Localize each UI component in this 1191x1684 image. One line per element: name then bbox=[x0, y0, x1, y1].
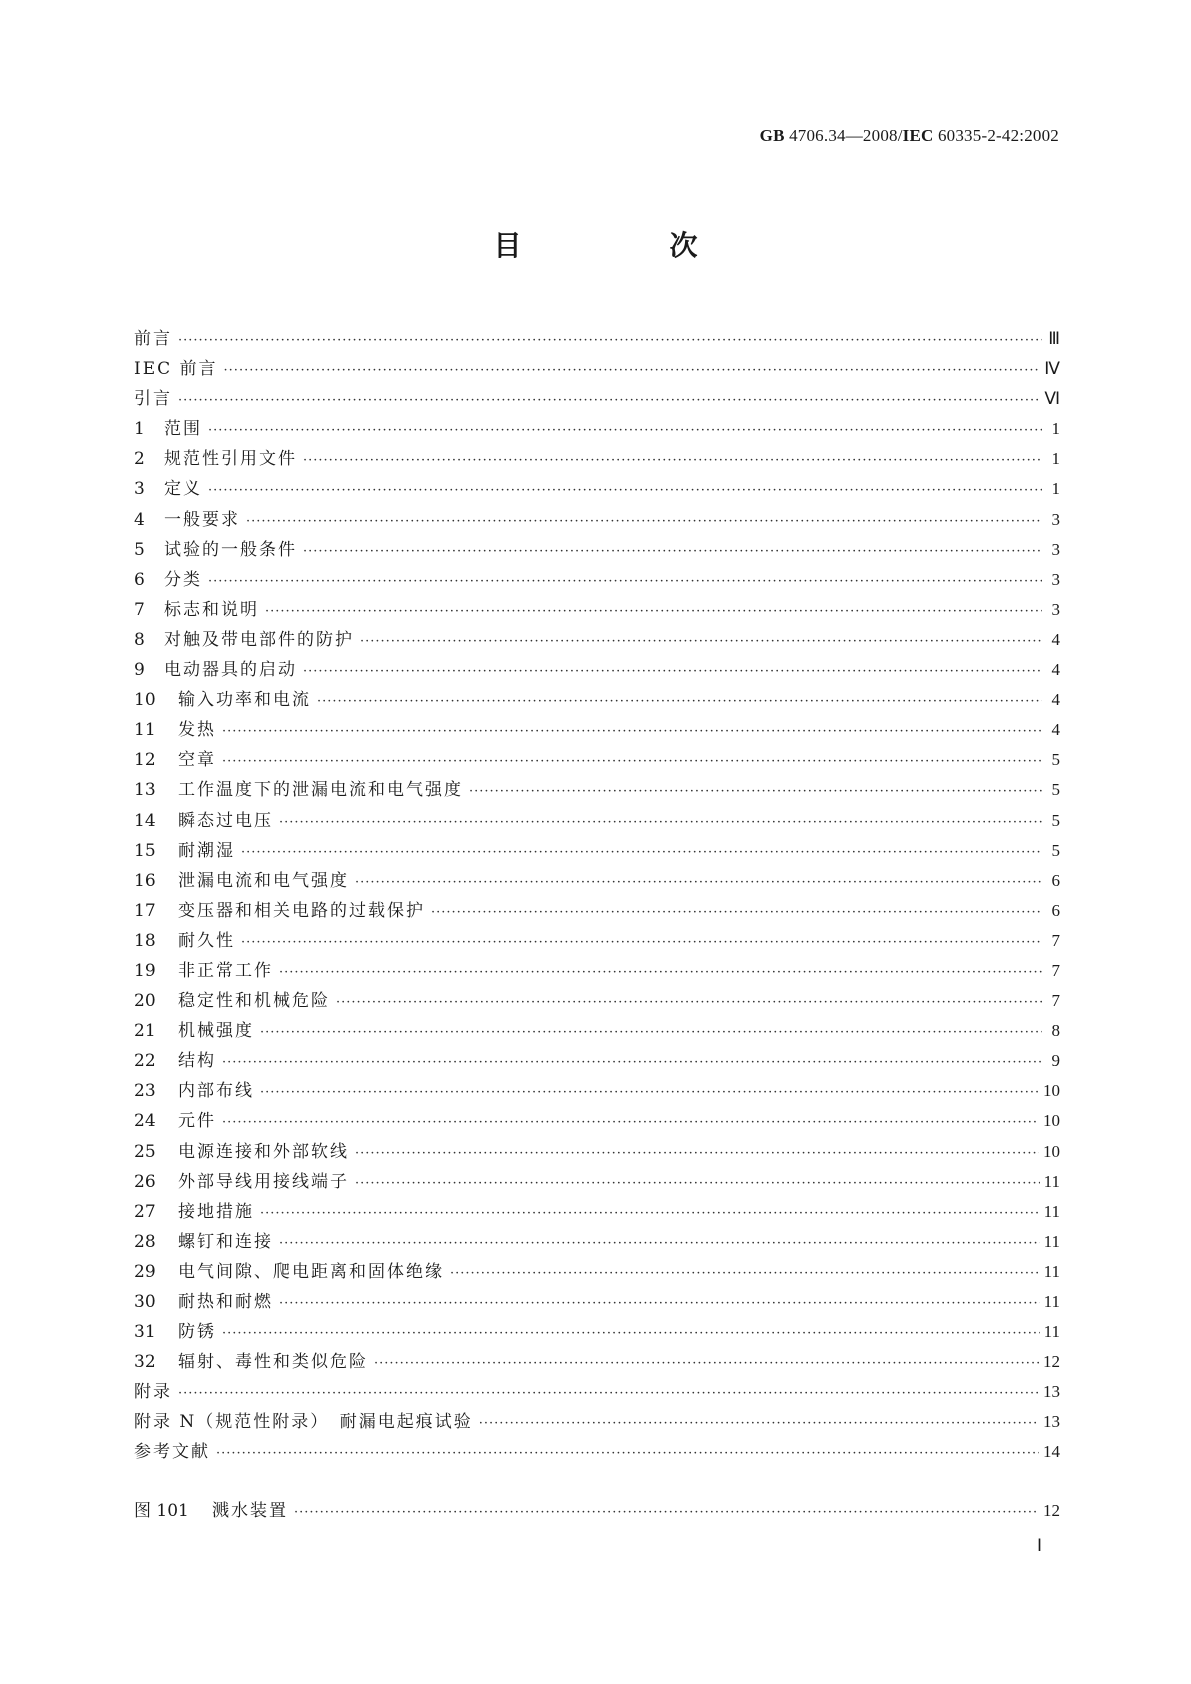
dot-leader bbox=[178, 326, 1042, 356]
dot-leader bbox=[265, 597, 1042, 627]
toc-entry[interactable] bbox=[134, 1076, 1060, 1106]
toc-entry[interactable] bbox=[134, 535, 1060, 565]
toc-entry-number: 7 bbox=[134, 599, 145, 620]
toc-entry-label: 结构 bbox=[178, 1051, 216, 1072]
toc-entry[interactable] bbox=[134, 956, 1060, 986]
toc-entry[interactable] bbox=[134, 414, 1060, 444]
dot-leader bbox=[222, 1319, 1040, 1349]
toc-entry[interactable] bbox=[134, 1167, 1060, 1197]
toc-entry-number: 13 bbox=[134, 780, 156, 801]
dot-leader bbox=[208, 416, 1042, 446]
toc-entry-page: 4 bbox=[1051, 660, 1060, 680]
toc-entry[interactable] bbox=[134, 986, 1060, 1016]
toc-entry-page: 11 bbox=[1043, 1171, 1060, 1191]
dot-leader bbox=[246, 507, 1042, 537]
dot-leader bbox=[216, 1439, 1039, 1469]
toc-entry[interactable] bbox=[134, 595, 1060, 625]
toc-entry-page: 3 bbox=[1051, 539, 1060, 559]
toc-entry-label: 参考文献 bbox=[134, 1442, 210, 1463]
toc-entry-number: 31 bbox=[134, 1322, 156, 1343]
toc-entry-number: 32 bbox=[134, 1352, 156, 1373]
dot-leader bbox=[303, 657, 1042, 687]
toc-entry-label: 机械强度 bbox=[178, 1021, 254, 1042]
toc-entry-page: 1 bbox=[1051, 419, 1060, 439]
dot-leader bbox=[360, 627, 1042, 657]
toc-entry-label: 空章 bbox=[178, 750, 216, 771]
toc-entry[interactable] bbox=[134, 866, 1060, 896]
toc-entry-page: 10 bbox=[1043, 1111, 1060, 1131]
toc-entry[interactable] bbox=[134, 474, 1060, 504]
toc-entry-number: 20 bbox=[134, 991, 156, 1012]
toc-entry-label: 溅水装置 bbox=[212, 1500, 288, 1521]
toc-entry-page: 11 bbox=[1043, 1201, 1060, 1221]
toc-entry-page: 12 bbox=[1043, 1500, 1060, 1520]
toc-entry-number: 19 bbox=[134, 960, 156, 981]
toc-entry-page: 11 bbox=[1043, 1261, 1060, 1281]
dot-leader bbox=[208, 567, 1042, 597]
toc-entry-number: 30 bbox=[134, 1292, 156, 1312]
toc-entry-page: 9 bbox=[1051, 1051, 1060, 1071]
toc-entry-number: 6 bbox=[134, 569, 145, 590]
toc-entry-number: 1 bbox=[134, 419, 145, 440]
toc-entry-label: 变压器和相关电路的过载保护 bbox=[178, 900, 425, 921]
toc-entry-page: 5 bbox=[1051, 750, 1060, 770]
toc-entry-number: 23 bbox=[134, 1081, 156, 1102]
dot-leader bbox=[222, 717, 1042, 747]
toc-entry-label: 泄漏电流和电气强度 bbox=[178, 870, 349, 891]
toc-entry-label: 输入功率和电流 bbox=[178, 690, 311, 711]
standard-number-header bbox=[760, 126, 1059, 146]
toc-entry-label: IEC 前言 bbox=[134, 359, 218, 380]
toc-entry-page: 1 bbox=[1051, 479, 1060, 499]
toc-entry-label: 试验的一般条件 bbox=[164, 539, 297, 560]
toc-entry[interactable] bbox=[134, 715, 1060, 745]
toc-entry-number: 29 bbox=[134, 1261, 156, 1282]
toc-entry-label: 范围 bbox=[164, 419, 202, 440]
toc-entry-page: 1 bbox=[1051, 449, 1060, 469]
toc-entry-label: 引言 bbox=[134, 389, 172, 410]
toc-entry-label: 电气间隙、爬电距离和固体绝缘 bbox=[178, 1261, 444, 1282]
toc-entry-label: 辐射、毒性和类似危险 bbox=[178, 1352, 368, 1373]
toc-entry[interactable] bbox=[134, 1317, 1060, 1347]
toc-entry-label: 防锈 bbox=[178, 1322, 216, 1343]
toc-entry-page: 3 bbox=[1051, 569, 1060, 589]
header-number: 4706.34—2008/ bbox=[789, 126, 903, 145]
toc-entry-number: 10 bbox=[134, 690, 156, 711]
dot-leader bbox=[260, 1018, 1042, 1048]
dot-leader bbox=[279, 808, 1042, 838]
dot-leader bbox=[222, 747, 1042, 777]
header-gb: GB bbox=[759, 126, 785, 145]
dot-leader bbox=[222, 1108, 1039, 1138]
toc-entry[interactable] bbox=[134, 1287, 1060, 1317]
toc-entry-label: 工作温度下的泄漏电流和电气强度 bbox=[178, 780, 463, 801]
toc-entry-page: 4 bbox=[1051, 629, 1060, 649]
toc-entry-label: 标志和说明 bbox=[164, 599, 259, 620]
dot-leader bbox=[431, 898, 1042, 928]
toc-entry-label: 耐潮湿 bbox=[178, 840, 235, 861]
toc-entry-label: 电动器具的启动 bbox=[164, 660, 297, 681]
toc-entry-label: 接地措施 bbox=[178, 1201, 254, 1222]
toc-entry-number: 2 bbox=[134, 449, 145, 470]
toc-entry-label: 外部导线用接线端子 bbox=[178, 1171, 349, 1192]
dot-leader bbox=[479, 1409, 1039, 1439]
toc-entry-number: 22 bbox=[134, 1051, 156, 1072]
dot-leader bbox=[303, 537, 1042, 567]
dot-leader bbox=[208, 476, 1042, 506]
toc-entry-number: 4 bbox=[134, 509, 145, 530]
toc-entry[interactable] bbox=[134, 1496, 1060, 1526]
toc-entry-page: 4 bbox=[1051, 690, 1060, 710]
toc-entry-number: 16 bbox=[134, 870, 156, 891]
toc-entry-number: 24 bbox=[134, 1111, 156, 1132]
toc-entry[interactable] bbox=[134, 1197, 1060, 1227]
toc-entry[interactable] bbox=[134, 1377, 1060, 1407]
toc-entry-label: 发热 bbox=[178, 720, 216, 741]
toc-entry-number: 18 bbox=[134, 930, 156, 951]
toc-entry-page: 11 bbox=[1043, 1322, 1060, 1342]
toc-entry-page: 11 bbox=[1043, 1292, 1060, 1311]
dot-leader bbox=[279, 958, 1042, 988]
section-gap bbox=[134, 1468, 1060, 1496]
toc-entry-label: 螺钉和连接 bbox=[178, 1231, 273, 1252]
toc-entry-number: 图 101 bbox=[134, 1500, 189, 1521]
toc-entry-page: Ⅳ bbox=[1044, 359, 1060, 379]
dot-leader bbox=[279, 1229, 1040, 1259]
toc-entry-page: 3 bbox=[1051, 509, 1060, 529]
toc-entry-page: 7 bbox=[1051, 960, 1060, 980]
toc-entry-number: 28 bbox=[134, 1231, 156, 1252]
toc-entry-label: 耐久性 bbox=[178, 930, 235, 951]
toc-entry-page: 6 bbox=[1051, 900, 1060, 920]
toc-entry[interactable] bbox=[134, 685, 1060, 715]
toc-entry-page: 10 bbox=[1043, 1081, 1060, 1101]
toc-entry[interactable] bbox=[134, 625, 1060, 655]
toc-entry-label: 定义 bbox=[164, 479, 202, 500]
toc-entry-number: 9 bbox=[134, 660, 145, 681]
toc-entry-label: 一般要求 bbox=[164, 509, 240, 530]
toc-entry-page: 5 bbox=[1051, 810, 1060, 830]
toc-entry-number: 3 bbox=[134, 479, 145, 500]
toc-entry-page: 5 bbox=[1051, 780, 1060, 800]
toc-entry-page: 12 bbox=[1043, 1352, 1060, 1372]
toc-entry[interactable] bbox=[134, 1137, 1060, 1167]
toc-entry-number: 17 bbox=[134, 900, 156, 921]
toc-entry-label: 稳定性和机械危险 bbox=[178, 991, 330, 1012]
toc-entry-number: 25 bbox=[134, 1141, 156, 1162]
toc-entry[interactable] bbox=[134, 324, 1060, 354]
toc-entry[interactable] bbox=[134, 1407, 1060, 1437]
toc-entry-number: 14 bbox=[134, 810, 156, 831]
toc-entry-page: 10 bbox=[1043, 1141, 1060, 1161]
toc-entry-page: 11 bbox=[1043, 1231, 1060, 1251]
toc-entry[interactable] bbox=[134, 836, 1060, 866]
dot-leader bbox=[450, 1259, 1040, 1289]
toc-entry[interactable] bbox=[134, 1257, 1060, 1287]
toc-entry-label: 对触及带电部件的防护 bbox=[164, 629, 354, 650]
toc-entry-page: 13 bbox=[1043, 1412, 1060, 1432]
toc-entry[interactable] bbox=[134, 1437, 1060, 1467]
toc-entry[interactable] bbox=[134, 1016, 1060, 1046]
toc-entry[interactable] bbox=[134, 806, 1060, 836]
dot-leader bbox=[224, 356, 1041, 386]
toc-entry[interactable] bbox=[134, 384, 1060, 414]
toc-entry[interactable] bbox=[134, 1046, 1060, 1076]
toc-entry-page: 3 bbox=[1051, 599, 1060, 619]
toc-entry-label: 瞬态过电压 bbox=[178, 810, 273, 831]
header-iec-number: 60335-2-42:2002 bbox=[937, 126, 1059, 145]
dot-leader bbox=[241, 838, 1042, 868]
toc-entry-label: 分类 bbox=[164, 569, 202, 590]
toc-entry-number: 11 bbox=[134, 720, 156, 741]
dot-leader bbox=[303, 446, 1042, 476]
toc-entry-page: 7 bbox=[1051, 991, 1060, 1011]
toc-entry[interactable] bbox=[134, 775, 1060, 805]
dot-leader bbox=[178, 386, 1040, 416]
dot-leader bbox=[260, 1199, 1040, 1229]
dot-leader bbox=[355, 1169, 1040, 1199]
dot-leader bbox=[336, 988, 1042, 1018]
toc-entry-page: 4 bbox=[1051, 720, 1060, 740]
dot-leader bbox=[317, 687, 1042, 717]
dot-leader bbox=[469, 777, 1042, 807]
toc-entry-label: 前言 bbox=[134, 329, 172, 349]
toc-entry-label: 元件 bbox=[178, 1111, 216, 1132]
toc-entry-number: 12 bbox=[134, 750, 156, 771]
toc-entry-number: 21 bbox=[134, 1021, 156, 1042]
toc-entry[interactable] bbox=[134, 896, 1060, 926]
toc-entry-number: 8 bbox=[134, 629, 145, 650]
dot-leader bbox=[279, 1289, 1040, 1319]
dot-leader bbox=[241, 928, 1042, 958]
toc-entry-page: 6 bbox=[1051, 870, 1060, 890]
toc-entry-label: 非正常工作 bbox=[178, 960, 273, 981]
toc-entry[interactable] bbox=[134, 745, 1060, 775]
toc-entry-page: 13 bbox=[1043, 1382, 1060, 1402]
toc-entry[interactable] bbox=[134, 1227, 1060, 1257]
toc-entry-page: 5 bbox=[1051, 840, 1060, 860]
page-title: 目 次 bbox=[493, 229, 758, 262]
dot-leader bbox=[260, 1078, 1039, 1108]
toc-entry-label: 附录 bbox=[134, 1382, 172, 1403]
toc-entry-label: 电源连接和外部软线 bbox=[178, 1141, 349, 1162]
dot-leader bbox=[355, 1139, 1039, 1169]
toc-entry-page: Ⅵ bbox=[1044, 389, 1060, 409]
toc-entry-label: 耐热和耐燃 bbox=[178, 1292, 273, 1312]
toc-entry[interactable] bbox=[134, 1347, 1060, 1377]
toc-entry[interactable] bbox=[134, 505, 1060, 535]
toc-entry-page: 7 bbox=[1051, 930, 1060, 950]
dot-leader bbox=[222, 1048, 1042, 1078]
page-folio: Ⅰ bbox=[1037, 1536, 1043, 1555]
toc-entry-number: 5 bbox=[134, 539, 145, 560]
dot-leader bbox=[294, 1498, 1039, 1528]
header-iec: IEC bbox=[902, 126, 934, 145]
toc-entry-label: 规范性引用文件 bbox=[164, 449, 297, 470]
toc-entry[interactable] bbox=[134, 354, 1060, 384]
toc-entry-page: 14 bbox=[1043, 1442, 1060, 1462]
dot-leader bbox=[374, 1349, 1039, 1379]
dot-leader bbox=[178, 1379, 1039, 1409]
toc-entry-page: Ⅲ bbox=[1048, 329, 1060, 348]
table-of-contents bbox=[134, 324, 1060, 1526]
toc-entry-page: 8 bbox=[1051, 1021, 1060, 1041]
toc-entry[interactable] bbox=[134, 926, 1060, 956]
toc-entry-label: 附录 N（规范性附录） 耐漏电起痕试验 bbox=[134, 1412, 473, 1433]
toc-entry-number: 27 bbox=[134, 1201, 156, 1222]
toc-entry[interactable] bbox=[134, 444, 1060, 474]
toc-entry[interactable] bbox=[134, 1106, 1060, 1136]
toc-entry-label: 内部布线 bbox=[178, 1081, 254, 1102]
toc-entry[interactable] bbox=[134, 655, 1060, 685]
toc-entry-number: 15 bbox=[134, 840, 156, 861]
toc-entry-number: 26 bbox=[134, 1171, 156, 1192]
dot-leader bbox=[355, 868, 1042, 898]
toc-entry[interactable] bbox=[134, 565, 1060, 595]
